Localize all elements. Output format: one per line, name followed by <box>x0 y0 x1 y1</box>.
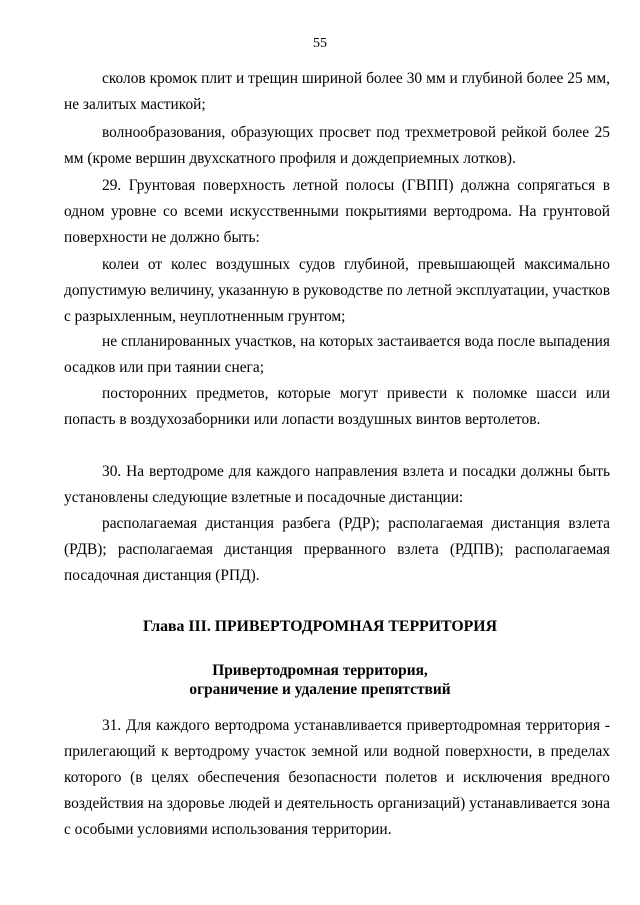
page-number: 55 <box>313 36 327 51</box>
section-heading-line-1: Привертодромная территория, <box>212 662 428 679</box>
section-heading-line-2: ограничение и удаление препятствий <box>189 681 451 698</box>
paragraph-29: 29. Грунтовая поверхность летной полосы (ГВПП) должна сопрягаться в одном уровне со всеми искусственными покрытиями вертодрома. На грунтовой поверхности не должно быть: <box>64 177 610 246</box>
paragraph-ruts: колеи от колес воздушных судов глубиной, превышающей максимально допустимую величину, указанную в руководстве по летной эксплуатации, участков с разрыхленным, неуплотненным грунтом; <box>64 256 610 325</box>
paragraph-foreign-objects: посторонних предметов, которые могут привести к поломке шасси или попасть в воздухозаборники или лопасти воздушных винтов вертолетов. <box>64 385 610 428</box>
chapter-title: Глава III. ПРИВЕРТОДРОМНАЯ ТЕРРИТОРИЯ <box>142 618 497 635</box>
paragraph-30: 30. На вертодроме для каждого направления взлета и посадки должны быть установлены следующие взлетные и посадочные дистанции: <box>64 463 610 506</box>
paragraph-distances: располагаемая дистанция разбега (РДР); располагаемая дистанция взлета (РДВ); располагаемая дистанция прерванного взлета (РДПВ); располагаемая посадочная дистанция (РПД). <box>64 515 610 584</box>
paragraph-31: 31. Для каждого вертодрома устанавливается привертодромная территория - прилегающий к вертодрому участок земной или водной поверхности, в пределах которого (в целях обеспечения безопасности полетов и исключения вредного воздействия на здоровье людей и деятельность организаций) устанавливается зона с особыми условиями использования территории. <box>64 717 610 838</box>
paragraph-cracks: сколов кромок плит и трещин шириной более 30 мм и глубиной более 25 мм, не залитых мастикой; <box>64 70 610 113</box>
paragraph-waves: волнообразования, образующих просвет под трехметровой рейкой более 25 мм (кроме вершин двухскатного профиля и дождеприемных лотков). <box>64 124 610 167</box>
paragraph-unplanned: не спланированных участков, на которых застаивается вода после выпадения осадков или при таянии снега; <box>64 333 610 376</box>
